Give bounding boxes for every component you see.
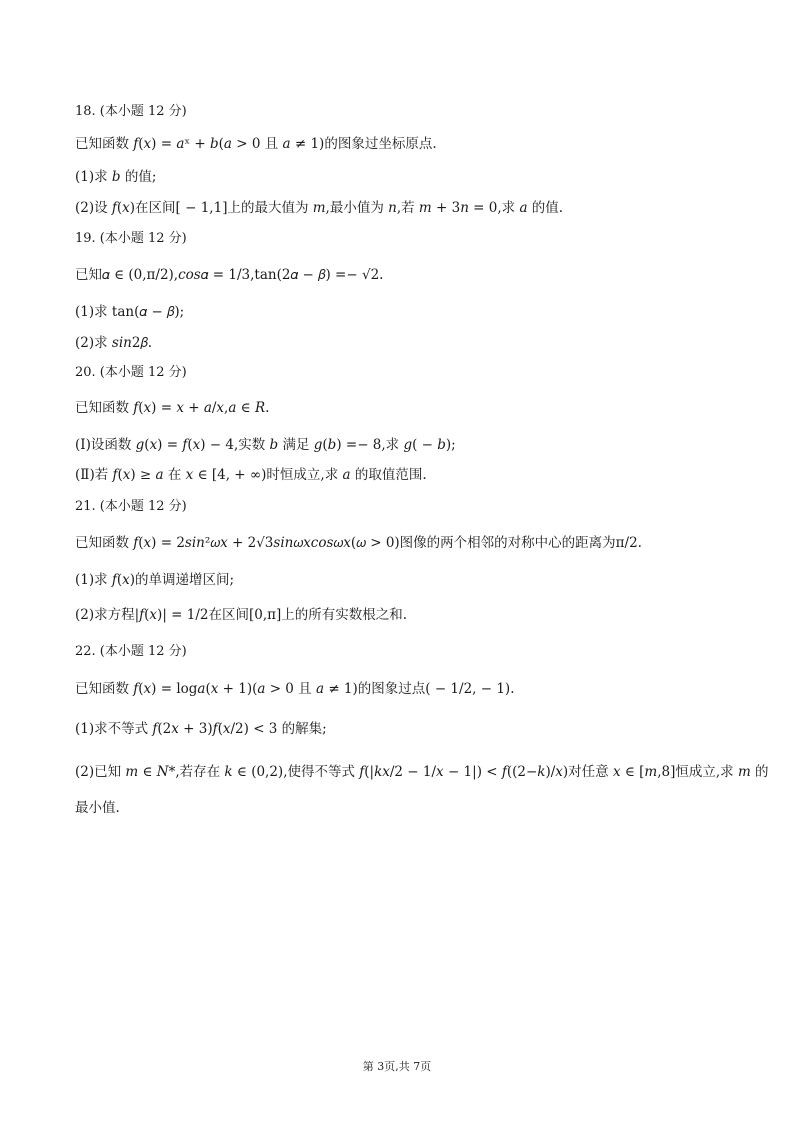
problem-20-header: 20. (本小题 12 分) bbox=[75, 365, 187, 380]
problem-21-header: 21. (本小题 12 分) bbox=[75, 499, 187, 514]
problem-21-part-2: (2)求方程|𝑓(𝑥)| = 1/2在区间[0,π]上的所有实数根之和. bbox=[75, 607, 408, 623]
problem-21-part-1: (1)求 𝑓(𝑥)的单调递增区间; bbox=[75, 572, 235, 588]
problem-22-stem: 已知函数 𝑓(𝑥) = log𝑎(𝑥 + 1)(𝑎 > 0 且 𝑎 ≠ 1)的图象过点( − 1/2, − 1). bbox=[75, 681, 515, 697]
page-number-footer: 第 3页,共 7页 bbox=[362, 1060, 432, 1073]
problem-19-part-1: (1)求 tan(𝛼 − 𝛽); bbox=[75, 304, 185, 320]
problem-20-stem: 已知函数 𝑓(𝑥) = 𝑥 + 𝑎/𝑥,𝑎 ∈ 𝑅. bbox=[75, 400, 270, 416]
problem-19-stem: 已知𝛼 ∈ (0,π/2),𝑐𝑜𝑠𝛼 = 1/3,tan(2𝛼 − 𝛽) =− √2. bbox=[75, 267, 384, 283]
problem-20-part-2: (Ⅱ)若 𝑓(𝑥) ≥ 𝑎 在 𝑥 ∈ [4, + ∞)时恒成立,求 𝑎 的取值范围. bbox=[75, 467, 427, 483]
problem-18-stem: 已知函数 𝑓(𝑥) = 𝑎ˣ + 𝑏(𝑎 > 0 且 𝑎 ≠ 1)的图象过坐标原点. bbox=[75, 136, 437, 152]
problem-19-header: 19. (本小题 12 分) bbox=[75, 231, 187, 246]
problem-21-stem: 已知函数 𝑓(𝑥) = 2𝑠𝑖𝑛²𝜔𝑥 + 2√3𝑠𝑖𝑛𝜔𝑥𝑐𝑜𝑠𝜔𝑥(𝜔 > 0)图像的两个相邻的对称中心的距离为π/2. bbox=[75, 535, 642, 551]
problem-19-part-2: (2)求 𝑠𝑖𝑛2𝛽. bbox=[75, 335, 153, 351]
problem-22-part-1: (1)求不等式 𝑓(2𝑥 + 3)𝑓(𝑥/2) < 3 的解集; bbox=[75, 721, 327, 737]
problem-22-header: 22. (本小题 12 分) bbox=[75, 644, 187, 659]
problem-18-part-2: (2)设 𝑓(𝑥)在区间[ − 1,1]上的最大值为 𝑚,最小值为 𝑛,若 𝑚 + 3𝑛 = 0,求 𝑎 的值. bbox=[75, 200, 564, 216]
problem-22-part-2: (2)已知 𝑚 ∈ 𝑁*,若存在 𝑘 ∈ (0,2),使得不等式 𝑓(|𝑘𝑥/2 − 1/𝑥 − 1|) < 𝑓((2−𝑘)/𝑥)对任意 𝑥 ∈ [𝑚,8]恒成立,求 𝑚 的 bbox=[75, 764, 769, 780]
problem-18-part-1: (1)求 𝑏 的值; bbox=[75, 169, 157, 185]
problem-20-part-1: (Ⅰ)设函数 𝑔(𝑥) = 𝑓(𝑥) − 4,实数 𝑏 满足 𝑔(𝑏) =− 8,求 𝑔( − 𝑏); bbox=[75, 437, 456, 453]
problem-18-header: 18. (本小题 12 分) bbox=[75, 104, 187, 119]
problem-22-part-2-continued: 最小值. bbox=[75, 800, 120, 816]
